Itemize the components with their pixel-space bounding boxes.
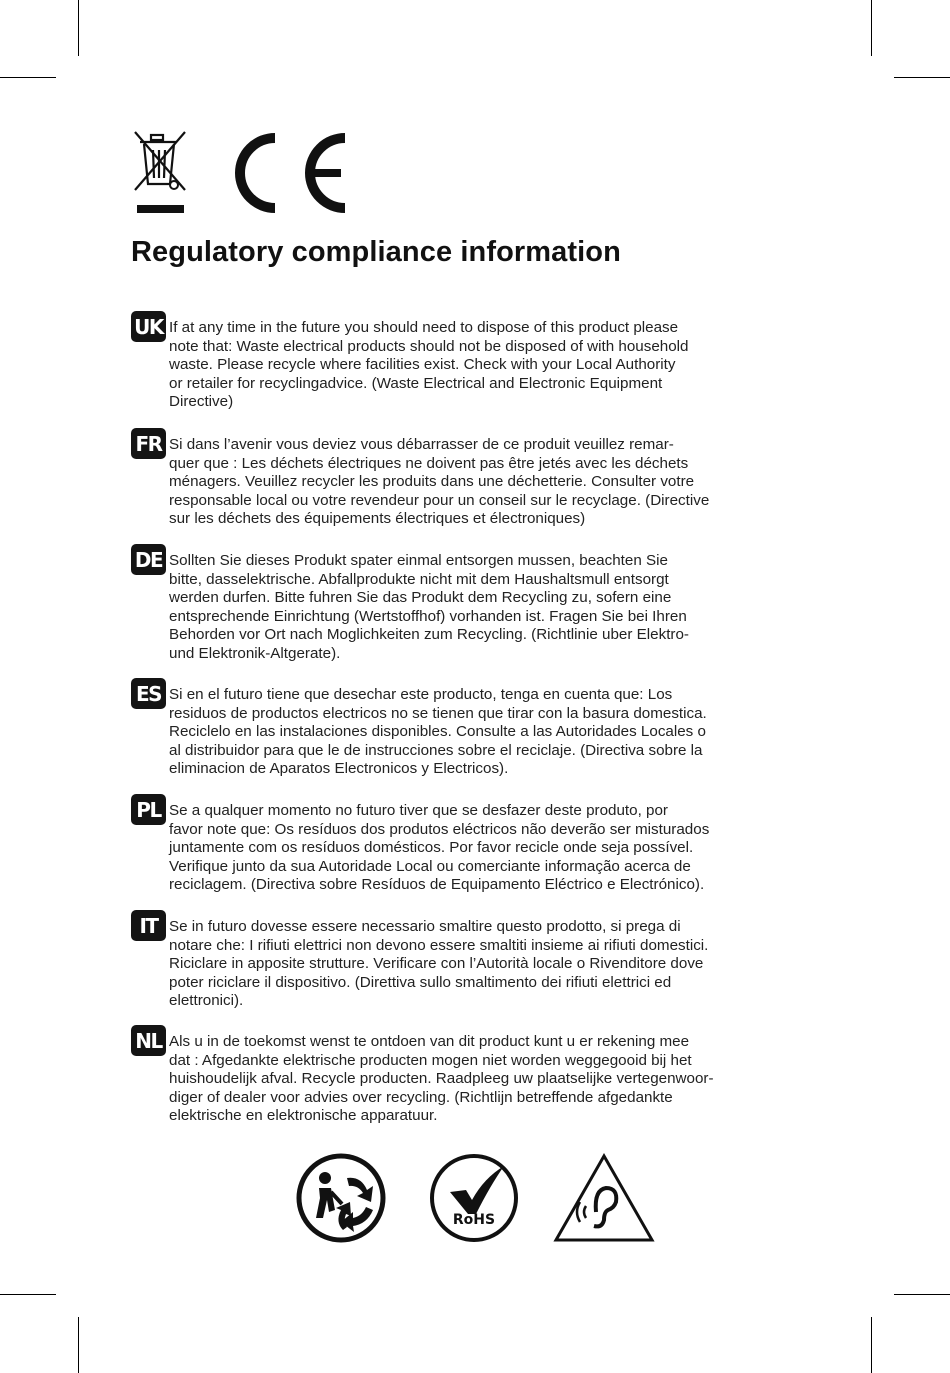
language-badge: FR [131,428,166,459]
language-badge: UK [131,311,166,342]
section-text: Als u in de toekomst wenst te ontdoen van dit product kunt u er rekening mee dat : Afgedankte elektrische producten mogen niet worden weggegooid bij het huishoudelijk afval. Recycle producten. Raadpleeg uw plaatselijke vertegenwoor- diger of dealer voor advies over recycling. (Richtlijn betreffende afgedankte elektrische en elektronische apparatuur. [169,1033,714,1125]
language-badge: DE [131,544,166,575]
crop-mark [894,77,950,78]
crop-mark [0,77,56,78]
section-text: Se a qualquer momento no futuro tiver que se desfazer deste produto, por favor note que: Os resíduos dos produtos eléctricos não deverão ser misturados juntamente com os resíduos domésticos. Por favor recicle onde seja possível. Verifique junto da sua Autoridade Local ou comerciante informação acerca de reciclagem. (Directiva sobre Resíduos de Equipamento Eléctrico e Electrónico). [169,802,710,894]
crop-mark [78,0,79,56]
language-badge: ES [131,678,166,709]
section-text: Sollten Sie dieses Produkt spater einmal entsorgen mussen, beachten Sie bitte, dasselektrische. Abfallprodukte nicht mit dem Haushaltsmull entsorgt werden durfen. Bitte fuhren Sie das Produkt dem Recycling zu, sofern eine entsprechende Einrichtung (Wertstoffhof) vorhanden ist. Fragen Sie bei Ihren Behorden vor Ort nach Moglichkeiten zum Recycling. (Richtlinie uber Elektro- und Elektronik-Altgerate). [169,552,689,662]
weee-crossed-bin-icon [131,128,191,216]
crop-mark [894,1294,950,1295]
ce-mark-icon [227,128,349,216]
tidyman-recycle-icon [295,1152,387,1244]
bottom-logos [0,1152,950,1247]
crop-mark [78,1317,79,1373]
crop-mark [871,0,872,56]
section-text: Se in futuro dovesse essere necessario smaltire questo prodotto, si prega di notare che: I rifiuti elettrici non devono essere smaltiti insieme ai rifiuti domestici. Riciclare in apposite strutture. Verificare con l’Autorità locale o Rivenditore dove poter riciclare il dispositivo. (Direttiva sullo smaltimento dei rifiuti elettrici ed elettronici). [169,918,709,1010]
hearing-warning-icon [552,1152,656,1244]
section-text: Si en el futuro tiene que desechar este producto, tenga en cuenta que: Los residuos de productos electricos no se tienen que tirar con la basura domestica. Reciclelo en las instalaciones disponibles. Consulte a las Autoridades Locales o al distribuidor para que le de instrucciones sobre el reciclaje. (Directiva sobre la eliminacion de Aparatos Electronicos y Electricos). [169,686,707,778]
section-text: If at any time in the future you should need to dispose of this product please note that: Waste electrical products should not be disposed of with household waste. Please recycle where facilities exist. Check with your Local Authority or retailer for recyclingadvice. (Waste Electrical and Electronic Equipment Directive) [169,319,689,411]
crop-mark [0,1294,56,1295]
language-badge: NL [131,1025,166,1056]
language-badge: PL [131,794,166,825]
section-text: Si dans l’avenir vous deviez vous débarrasser de ce produit veuillez remar- quer que : Les déchets électriques ne doivent pas être jetés avec les déchets ménagers. Veuillez recycler les produits dans une déchetterie. Consulter votre responsable local ou votre revendeur pour un conseil sur le recyclage. (Directive sur les déchets des équipements électriques et électroniques) [169,436,710,528]
page-title: Regulatory compliance information [131,236,621,268]
rohs-label: RoHS [452,1212,496,1228]
crop-mark [871,1317,872,1373]
language-badge: IT [131,910,166,941]
rohs-icon [428,1152,520,1244]
